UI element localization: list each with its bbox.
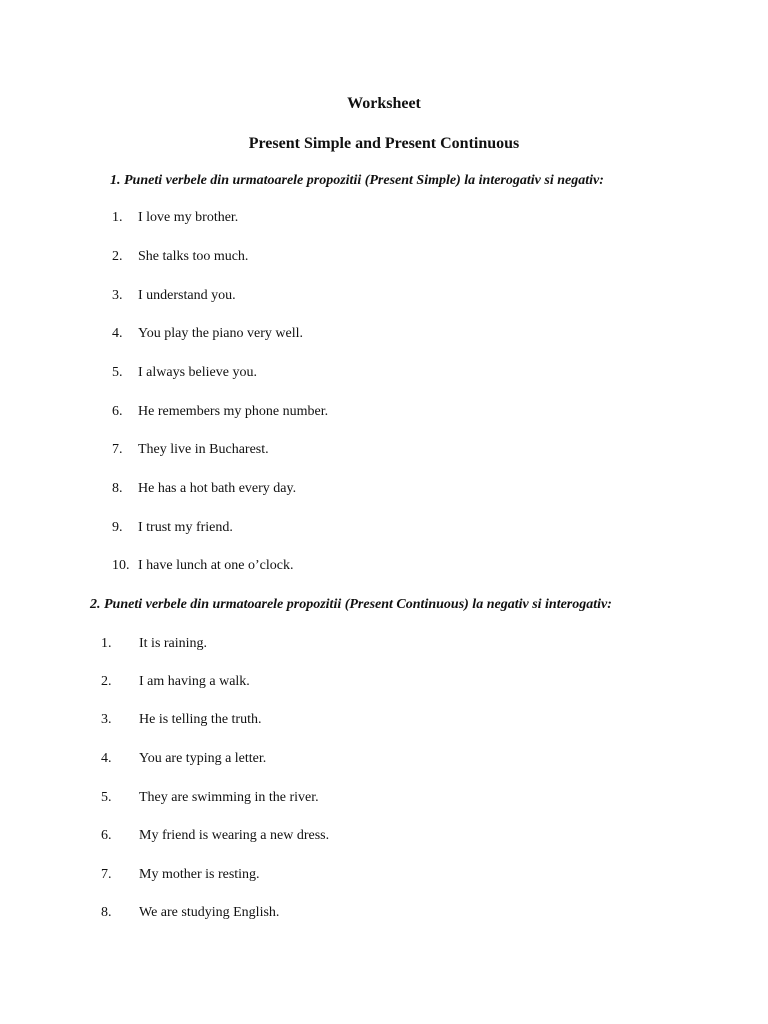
item-number: 10. (112, 558, 130, 573)
item-text: I have lunch at one o’clock. (138, 558, 294, 573)
item-number: 2. (101, 674, 112, 689)
item-number: 3. (112, 288, 123, 303)
item-text: My mother is resting. (139, 867, 260, 882)
item-text: We are studying English. (139, 905, 280, 920)
item-number: 5. (101, 790, 112, 805)
item-text: I am having a walk. (139, 674, 250, 689)
item-text: They live in Bucharest. (138, 442, 269, 457)
item-number: 3. (101, 712, 112, 727)
item-text: My friend is wearing a new dress. (139, 828, 330, 843)
item-text: I trust my friend. (138, 520, 233, 535)
item-text: You play the piano very well. (138, 326, 303, 341)
list-item (112, 403, 512, 421)
list-item (112, 248, 512, 266)
list-item (101, 789, 501, 807)
list-item (112, 364, 512, 382)
list-item (112, 441, 512, 459)
list-item (101, 904, 501, 922)
page-title: Worksheet (347, 95, 421, 112)
list-item (112, 209, 512, 227)
item-number: 1. (112, 210, 123, 225)
item-number: 1. (101, 636, 112, 651)
list-item (112, 325, 512, 343)
item-text: He has a hot bath every day. (138, 481, 297, 496)
list-item (101, 750, 501, 768)
item-number: 7. (101, 867, 112, 882)
section-2-heading: 2. Puneti verbele din urmatoarele propozitii (Present Continuous) la negativ si interogativ: (90, 597, 612, 612)
item-number: 2. (112, 249, 123, 264)
list-item (101, 711, 501, 729)
list-item (101, 866, 501, 884)
item-text: They are swimming in the river. (139, 790, 319, 805)
list-item (101, 635, 501, 653)
item-number: 9. (112, 520, 123, 535)
item-text: I love my brother. (138, 210, 239, 225)
item-text: It is raining. (139, 636, 208, 651)
item-text: I understand you. (138, 288, 236, 303)
item-text: He remembers my phone number. (138, 404, 329, 419)
item-text: She talks too much. (138, 249, 249, 264)
item-number: 6. (101, 828, 112, 843)
list-item (112, 480, 512, 498)
item-text: You are typing a letter. (139, 751, 267, 766)
item-number: 6. (112, 404, 123, 419)
item-number: 7. (112, 442, 123, 457)
list-item (112, 287, 512, 305)
item-number: 5. (112, 365, 123, 380)
list-item (112, 519, 512, 537)
item-number: 4. (101, 751, 112, 766)
item-number: 8. (112, 481, 123, 496)
list-item (101, 827, 501, 845)
list-item (101, 673, 501, 691)
item-text: I always believe you. (138, 365, 257, 380)
item-number: 4. (112, 326, 123, 341)
item-text: He is telling the truth. (139, 712, 262, 727)
list-item (112, 557, 512, 575)
item-number: 8. (101, 905, 112, 920)
page-subtitle: Present Simple and Present Continuous (248, 135, 520, 152)
section-1-heading: 1. Puneti verbele din urmatoarele propozitii (Present Simple) la interogativ si negativ: (110, 173, 604, 188)
